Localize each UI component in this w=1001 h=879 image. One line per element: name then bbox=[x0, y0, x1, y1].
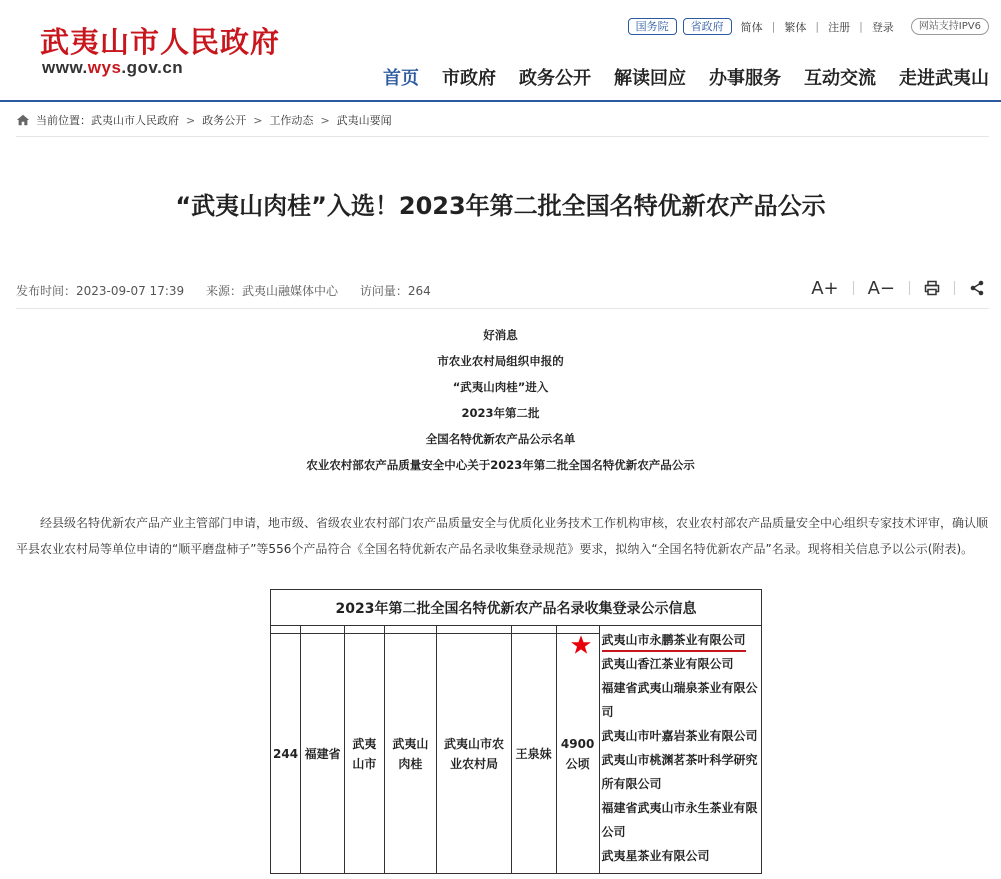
home-icon bbox=[16, 113, 30, 127]
article-title: “武夷山肉桂”入选！2023年第二批全国名特优新农产品公示 bbox=[175, 192, 826, 220]
main-nav bbox=[360, 64, 989, 90]
breadcrumb-prefix: 当前位置： bbox=[36, 114, 91, 127]
site-header bbox=[0, 0, 1001, 102]
font-larger-button[interactable]: A+ bbox=[811, 277, 839, 299]
simplified-link[interactable]: 简体 bbox=[740, 20, 763, 34]
cell-applicant: 武夷山市农业农村局 bbox=[437, 634, 511, 874]
traditional-link[interactable]: 繁体 bbox=[784, 20, 807, 34]
divider bbox=[909, 281, 910, 295]
breadcrumb-separator: > bbox=[186, 113, 196, 127]
companies-cell bbox=[599, 626, 761, 874]
nav-interpretation[interactable]: 解读回应 bbox=[614, 68, 686, 89]
headline-line: 好消息 bbox=[483, 328, 518, 342]
top-links bbox=[622, 18, 989, 35]
table-title: 2023年第二批全国名特优新农产品名录收集登录公示信息 bbox=[271, 590, 762, 626]
breadcrumb-item-home[interactable]: 武夷山市人民政府 bbox=[91, 114, 179, 127]
cell-number: 244 bbox=[271, 634, 301, 874]
divider: | bbox=[815, 20, 820, 33]
register-link[interactable]: 注册 bbox=[828, 20, 851, 34]
table-spacer-row bbox=[271, 626, 762, 634]
cell-province: 福建省 bbox=[301, 634, 345, 874]
announcement-table bbox=[270, 589, 762, 874]
site-logo-url bbox=[42, 58, 183, 78]
meta-divider bbox=[16, 308, 989, 309]
divider bbox=[954, 281, 955, 295]
view-count: 访问量：264 bbox=[359, 284, 431, 298]
company-item: 武夷山市叶嘉岩茶业有限公司 bbox=[601, 729, 758, 743]
nav-about-wuyishan[interactable]: 走进武夷山 bbox=[899, 68, 989, 89]
headline-line: 农业农村部农产品质量安全中心关于2023年第二批全国名特优新农产品公示 bbox=[306, 458, 695, 472]
article-paragraph: 经县级名特优新农产品产业主管部门申请，地市级、省级农业农村部门农产品质量安全与优质化业务技术工作机构审核，农业农村部农产品质量安全中心组织专家技术评审，确认顺平县农业农村局等单位申请的“顺平磨盘柿子”等556个产品符合《全国名特优新农产品名录收集登录规范》要求，拟纳入“全国名特优新农产品”名录。现将相关信息予以公示(附表)。 bbox=[16, 516, 989, 556]
share-icon bbox=[969, 280, 985, 296]
guowuyuan-link[interactable]: 国务院 bbox=[628, 18, 677, 35]
breadcrumb-item-news[interactable]: 武夷山要闻 bbox=[336, 114, 392, 127]
article-source: 来源：武夷山融媒体中心 bbox=[205, 284, 338, 298]
publish-time: 发布时间：2023-09-07 17:39 bbox=[16, 284, 185, 298]
cell-area: 4900公顷 bbox=[556, 634, 599, 874]
shengzhengfu-link[interactable]: 省政府 bbox=[683, 18, 732, 35]
breadcrumb bbox=[16, 112, 392, 128]
nav-city-government[interactable]: 市政府 bbox=[442, 68, 496, 89]
headline-line: “武夷山肉桂”进入 bbox=[452, 380, 549, 394]
article-meta bbox=[16, 282, 449, 299]
headline-line: 2023年第二批 bbox=[461, 406, 540, 420]
url-prefix: www. bbox=[42, 58, 88, 77]
cell-product: 武夷山肉桂 bbox=[384, 634, 437, 874]
divider: | bbox=[859, 20, 863, 33]
print-button[interactable] bbox=[924, 276, 940, 300]
header-divider bbox=[0, 100, 1001, 102]
nav-home[interactable]: 首页 bbox=[383, 68, 419, 89]
nav-services[interactable]: 办事服务 bbox=[709, 68, 781, 89]
print-icon bbox=[924, 280, 940, 296]
company-item: 武夷山市永鹏茶业有限公司 bbox=[602, 630, 746, 652]
breadcrumb-separator: > bbox=[253, 113, 263, 127]
breadcrumb-divider bbox=[16, 136, 989, 137]
breadcrumb-item-work[interactable]: 工作动态 bbox=[269, 114, 314, 127]
company-item: 武夷山香江茶业有限公司 bbox=[601, 657, 734, 671]
headline-line: 全国名特优新农产品公示名单 bbox=[425, 432, 576, 446]
breadcrumb-separator: > bbox=[320, 113, 330, 127]
star-icon bbox=[570, 634, 592, 656]
nav-government-affairs[interactable]: 政务公开 bbox=[519, 68, 591, 89]
company-item: 福建省武夷山瑞泉茶业有限公司 bbox=[601, 681, 758, 719]
site-logo-title[interactable]: 武夷山市人民政府 bbox=[40, 25, 281, 59]
company-item: 福建省武夷山市永生茶业有限公司 bbox=[601, 801, 758, 839]
share-button[interactable] bbox=[969, 276, 985, 300]
login-link[interactable]: 登录 bbox=[871, 20, 894, 34]
article-headline-lines bbox=[0, 326, 1001, 482]
divider bbox=[853, 281, 854, 295]
url-accent: wys bbox=[87, 58, 122, 77]
breadcrumb-item-affairs[interactable]: 政务公开 bbox=[202, 114, 247, 127]
cell-city: 武夷山市 bbox=[345, 634, 384, 874]
divider: | bbox=[771, 20, 776, 33]
company-item: 武夷星茶业有限公司 bbox=[601, 849, 710, 863]
cell-contact: 王泉妹 bbox=[511, 634, 556, 874]
company-item: 武夷山市桃渊茗茶叶科学研究所有限公司 bbox=[601, 753, 758, 791]
headline-line: 市农业农村局组织申报的 bbox=[437, 354, 564, 368]
ipv6-badge: 网站支持IPV6 bbox=[911, 18, 989, 35]
article-tools bbox=[811, 276, 985, 300]
url-suffix: .gov.cn bbox=[121, 58, 184, 77]
nav-interaction[interactable]: 互动交流 bbox=[804, 68, 876, 89]
font-smaller-button[interactable]: A− bbox=[867, 277, 895, 299]
